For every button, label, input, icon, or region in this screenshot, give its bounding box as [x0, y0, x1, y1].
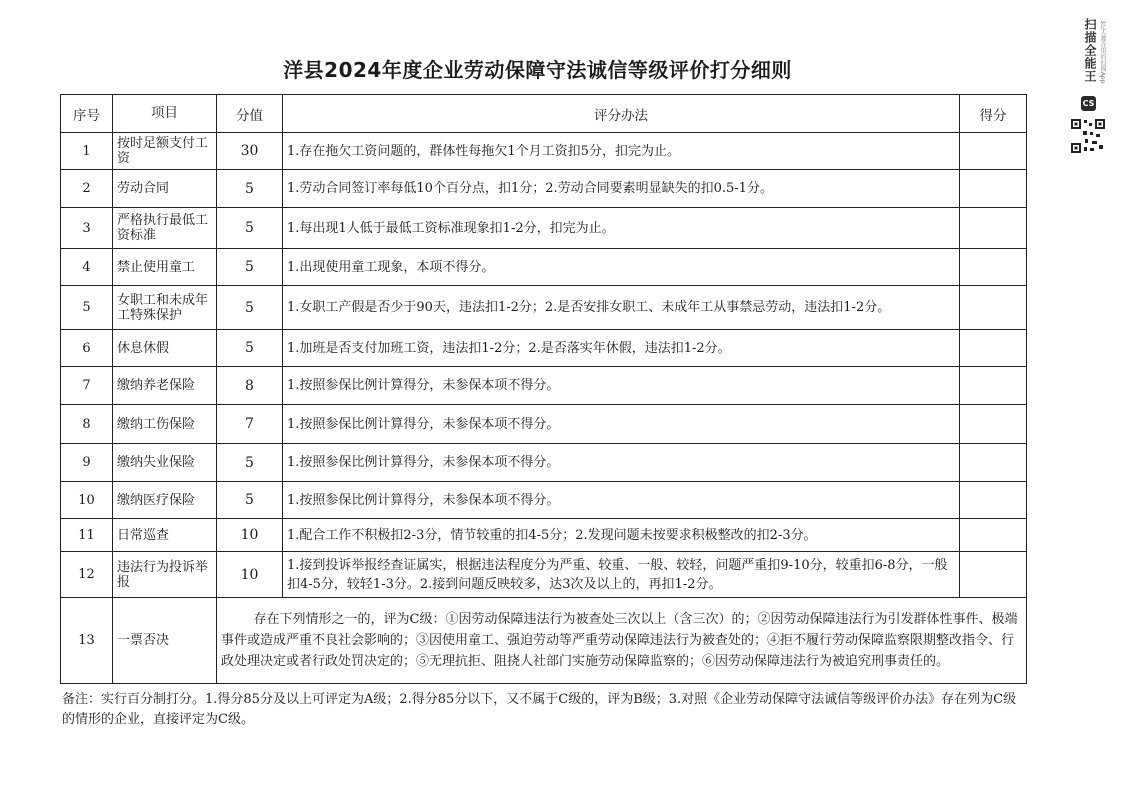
row-score-cell	[960, 208, 1027, 249]
row-no: 12	[61, 552, 113, 598]
row-score-cell	[960, 170, 1027, 208]
table-body	[61, 133, 1027, 684]
row-score-cell	[960, 444, 1027, 482]
table-row	[61, 208, 1027, 249]
row-no: 6	[61, 330, 113, 367]
cs-logo-icon: CS	[1081, 96, 1096, 111]
table-row	[61, 482, 1027, 519]
row-no: 9	[61, 444, 113, 482]
row-score-cell	[960, 286, 1027, 330]
row-points: 5	[217, 170, 283, 208]
row-item: 严格执行最低工资标准	[113, 208, 217, 249]
header-item: 项目	[113, 95, 217, 133]
table-row	[61, 330, 1027, 367]
row-score-cell	[960, 482, 1027, 519]
scanner-watermark	[1068, 18, 1108, 168]
row-score-cell	[960, 330, 1027, 367]
row-no: 13	[61, 598, 113, 684]
row-method: 1.出现使用童工现象，本项不得分。	[283, 249, 960, 286]
table-row	[61, 519, 1027, 552]
row-no: 8	[61, 405, 113, 444]
row-item: 违法行为投诉举报	[113, 552, 217, 598]
row-method: 1.劳动合同签订率每低10个百分点，扣1分；2.劳动合同要素明显缺失的扣0.5-1分。	[283, 170, 960, 208]
row-item: 按时足额支付工资	[113, 133, 217, 170]
row-item: 缴纳养老保险	[113, 367, 217, 405]
row-score-cell	[960, 133, 1027, 170]
table-row	[61, 249, 1027, 286]
row-method: 1.存在拖欠工资问题的，群体性每拖欠1个月工资扣5分，扣完为止。	[283, 133, 960, 170]
row-item: 缴纳工伤保险	[113, 405, 217, 444]
row-method: 1.每出现1人低于最低工资标准现象扣1-2分，扣完为止。	[283, 208, 960, 249]
scanner-tagline: 3亿人都在用的扫描App	[1099, 20, 1106, 84]
row-item: 劳动合同	[113, 170, 217, 208]
table-row	[61, 552, 1027, 598]
row-item: 缴纳医疗保险	[113, 482, 217, 519]
row-method: 1.加班是否支付加班工资，违法扣1-2分；2.是否落实年休假，违法扣1-2分。	[283, 330, 960, 367]
row-no: 11	[61, 519, 113, 552]
row-points: 5	[217, 208, 283, 249]
row-points: 5	[217, 286, 283, 330]
table-row	[61, 367, 1027, 405]
table-row	[61, 133, 1027, 170]
scoring-table	[60, 94, 1027, 684]
row-item: 缴纳失业保险	[113, 444, 217, 482]
row-item: 休息休假	[113, 330, 217, 367]
veto-conditions: 存在下列情形之一的，评为C级：①因劳动保障违法行为被查处三次以上（含三次）的；②因劳动保障违法行为引发群体性事件、极端事件或造成严重不良社会影响的；③因使用童工、强迫劳动等严重劳动保障违法行为被查处的；④拒不履行劳动保障监察限期整改指令、行政处理决定或者行政处罚决定的；⑤无理抗拒、阻挠人社部门实施劳动保障监察的；⑥因劳动保障违法行为被追究刑事责任的。	[217, 598, 1027, 684]
row-points: 5	[217, 249, 283, 286]
table-header-row	[61, 95, 1027, 133]
row-item: 日常巡查	[113, 519, 217, 552]
qr-code-icon	[1070, 118, 1106, 154]
row-method: 1.按照参保比例计算得分，未参保本项不得分。	[283, 444, 960, 482]
header-score: 得分	[960, 95, 1027, 133]
row-points: 10	[217, 519, 283, 552]
row-method: 1.女职工产假是否少于90天，违法扣1-2分；2.是否安排女职工、未成年工从事禁忌劳动，违法扣1-2分。	[283, 286, 960, 330]
row-score-cell	[960, 552, 1027, 598]
row-no: 7	[61, 367, 113, 405]
table-row	[61, 170, 1027, 208]
table-row	[61, 444, 1027, 482]
row-points: 7	[217, 405, 283, 444]
row-points: 5	[217, 482, 283, 519]
header-method: 评分办法	[283, 95, 960, 133]
row-method: 1.接到投诉举报经查证属实，根据违法程度分为严重、较重、一般、较轻，问题严重扣9-10分，较重扣6-8分，一般扣4-5分，较轻1-3分。2.接到问题反映较多，达3次及以上的，再扣1-2分。	[283, 552, 960, 598]
row-no: 5	[61, 286, 113, 330]
row-no: 3	[61, 208, 113, 249]
row-no: 4	[61, 249, 113, 286]
row-item: 一票否决	[113, 598, 217, 684]
row-points: 8	[217, 367, 283, 405]
row-points: 5	[217, 330, 283, 367]
row-method: 1.配合工作不积极扣2-3分，情节较重的扣4-5分；2.发现问题未按要求积极整改的扣2-3分。	[283, 519, 960, 552]
header-points: 分值	[217, 95, 283, 133]
row-score-cell	[960, 405, 1027, 444]
row-score-cell	[960, 249, 1027, 286]
row-no: 10	[61, 482, 113, 519]
row-item: 禁止使用童工	[113, 249, 217, 286]
row-method: 1.按照参保比例计算得分，未参保本项不得分。	[283, 405, 960, 444]
row-score-cell	[960, 519, 1027, 552]
footnote: 备注：实行百分制打分。1.得分85分及以上可评定为A级；2.得分85分以下，又不属于C级的，评为B级；3.对照《企业劳动保障守法诚信等级评价办法》存在列为C级的情形的企业，直接评定为C级。	[62, 692, 1017, 727]
row-points: 5	[217, 444, 283, 482]
row-no: 2	[61, 170, 113, 208]
document-title: 洋县2024年度企业劳动保障守法诚信等级评价打分细则	[283, 58, 792, 82]
table-row-veto	[61, 598, 1027, 684]
scanner-brand: 扫描全能王	[1083, 18, 1097, 83]
row-item: 女职工和未成年工特殊保护	[113, 286, 217, 330]
row-score-cell	[960, 367, 1027, 405]
row-points: 10	[217, 552, 283, 598]
table-row	[61, 405, 1027, 444]
header-no: 序号	[61, 95, 113, 133]
row-method: 1.按照参保比例计算得分，未参保本项不得分。	[283, 482, 960, 519]
table-row	[61, 286, 1027, 330]
row-method: 1.按照参保比例计算得分，未参保本项不得分。	[283, 367, 960, 405]
row-points: 30	[217, 133, 283, 170]
row-no: 1	[61, 133, 113, 170]
